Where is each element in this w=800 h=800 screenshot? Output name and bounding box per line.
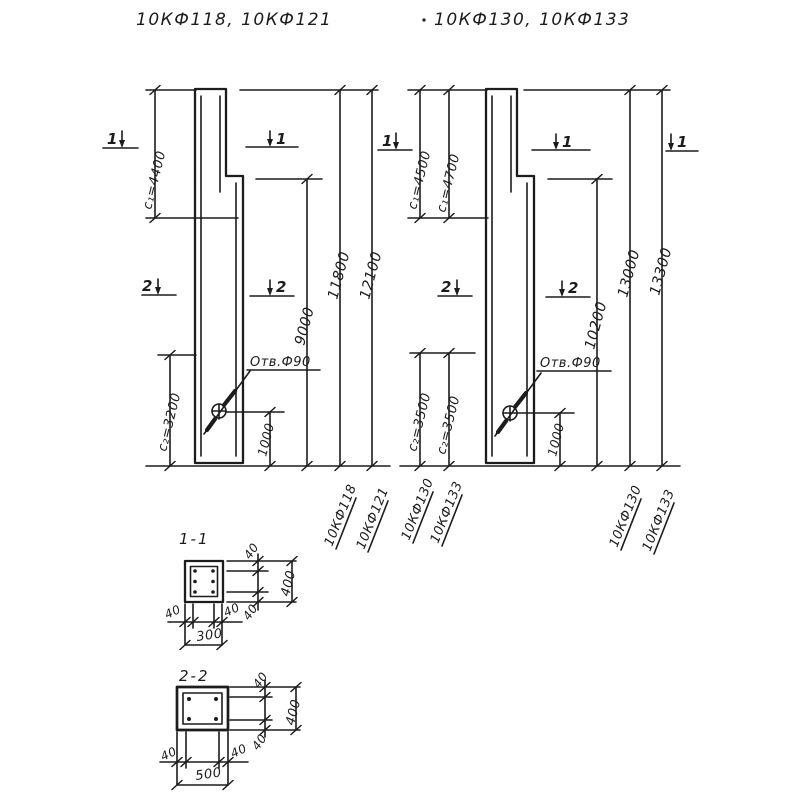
rebar-dots <box>193 569 215 594</box>
dim-total-11800: 11800 <box>325 249 354 302</box>
section1-numeral: 1 <box>276 130 287 148</box>
dim-cover-top: 40 <box>240 540 262 562</box>
mark-label-10kf118: 10КФ118 <box>321 482 361 549</box>
dim-total-13300: 13300 <box>647 245 676 298</box>
dim-cover-bottom: 40 <box>239 601 261 623</box>
dim-c2-3500-a: c₂=3500 <box>405 391 435 453</box>
stray-dot <box>422 18 425 21</box>
dim-cover-right: 40 <box>228 741 250 761</box>
dim-lower-9000: 9000 <box>292 305 318 348</box>
section-2-2-title: 2-2 <box>179 667 210 685</box>
cross-section-2-2 <box>158 667 304 790</box>
left-column-reinforcement-lines <box>201 96 236 456</box>
section1-numeral: 1 <box>382 132 393 150</box>
right-title: 10КФ130, 10КФ133 <box>434 10 631 30</box>
left-column-drawing <box>103 10 392 552</box>
dim-cover-top: 40 <box>249 669 271 691</box>
section1-numeral: 1 <box>677 133 688 151</box>
dim-cover-left: 40 <box>158 744 180 764</box>
section-1-1-title: 1-1 <box>179 530 210 548</box>
dim-height-400: 400 <box>283 697 305 727</box>
dim-c1-4700: c₁=4700 <box>434 152 464 214</box>
section-dimension-ticks <box>172 683 301 790</box>
mark-label-10kf133: 10КФ133 <box>427 479 467 546</box>
right-column-reinforcement-lines <box>492 96 527 456</box>
section2-numeral: 2 <box>276 278 287 296</box>
mark-label-10kf121: 10КФ121 <box>353 485 393 552</box>
section1-numeral: 1 <box>107 130 118 148</box>
section1-numeral: 1 <box>562 133 573 151</box>
section2-numeral: 2 <box>142 277 153 295</box>
dim-width-500: 500 <box>194 765 223 784</box>
section-dimension-lines <box>168 554 296 645</box>
dim-cover-right: 40 <box>221 600 243 620</box>
dim-hole-offset-1000: 1000 <box>544 421 568 458</box>
section-dimension-lines <box>160 680 300 785</box>
hole-label: Отв.Ф90 <box>540 356 601 371</box>
section2-numeral: 2 <box>568 279 579 297</box>
mark-label-10kf133: 10КФ133 <box>639 487 679 554</box>
dim-c2: c₂=3200 <box>155 391 185 453</box>
dim-lower-10200: 10200 <box>582 299 611 352</box>
dim-c1: c₁=4400 <box>140 149 170 211</box>
dim-cover-bottom: 40 <box>248 731 270 753</box>
dim-total-12100: 12100 <box>357 249 386 302</box>
dim-total-13000: 13000 <box>615 247 644 300</box>
dim-cover-left: 40 <box>162 602 184 622</box>
rebar-dots <box>187 697 218 721</box>
dim-hole-offset-1000: 1000 <box>254 421 278 458</box>
dim-c1-4500: c₁=4500 <box>405 149 435 211</box>
dim-c2-3500-b: c₂=3500 <box>434 394 464 456</box>
mark-label-10kf130: 10КФ130 <box>398 476 438 543</box>
hole-label: Отв.Ф90 <box>250 355 311 370</box>
left-title: 10КФ118, 10КФ121 <box>136 10 333 30</box>
section2-numeral: 2 <box>441 278 452 296</box>
cross-section-1-1 <box>162 530 299 650</box>
right-column-drawing <box>378 10 698 554</box>
mark-label-10kf130: 10КФ130 <box>606 483 646 550</box>
dim-height-400: 400 <box>278 568 300 598</box>
dim-width-300: 300 <box>195 626 224 645</box>
